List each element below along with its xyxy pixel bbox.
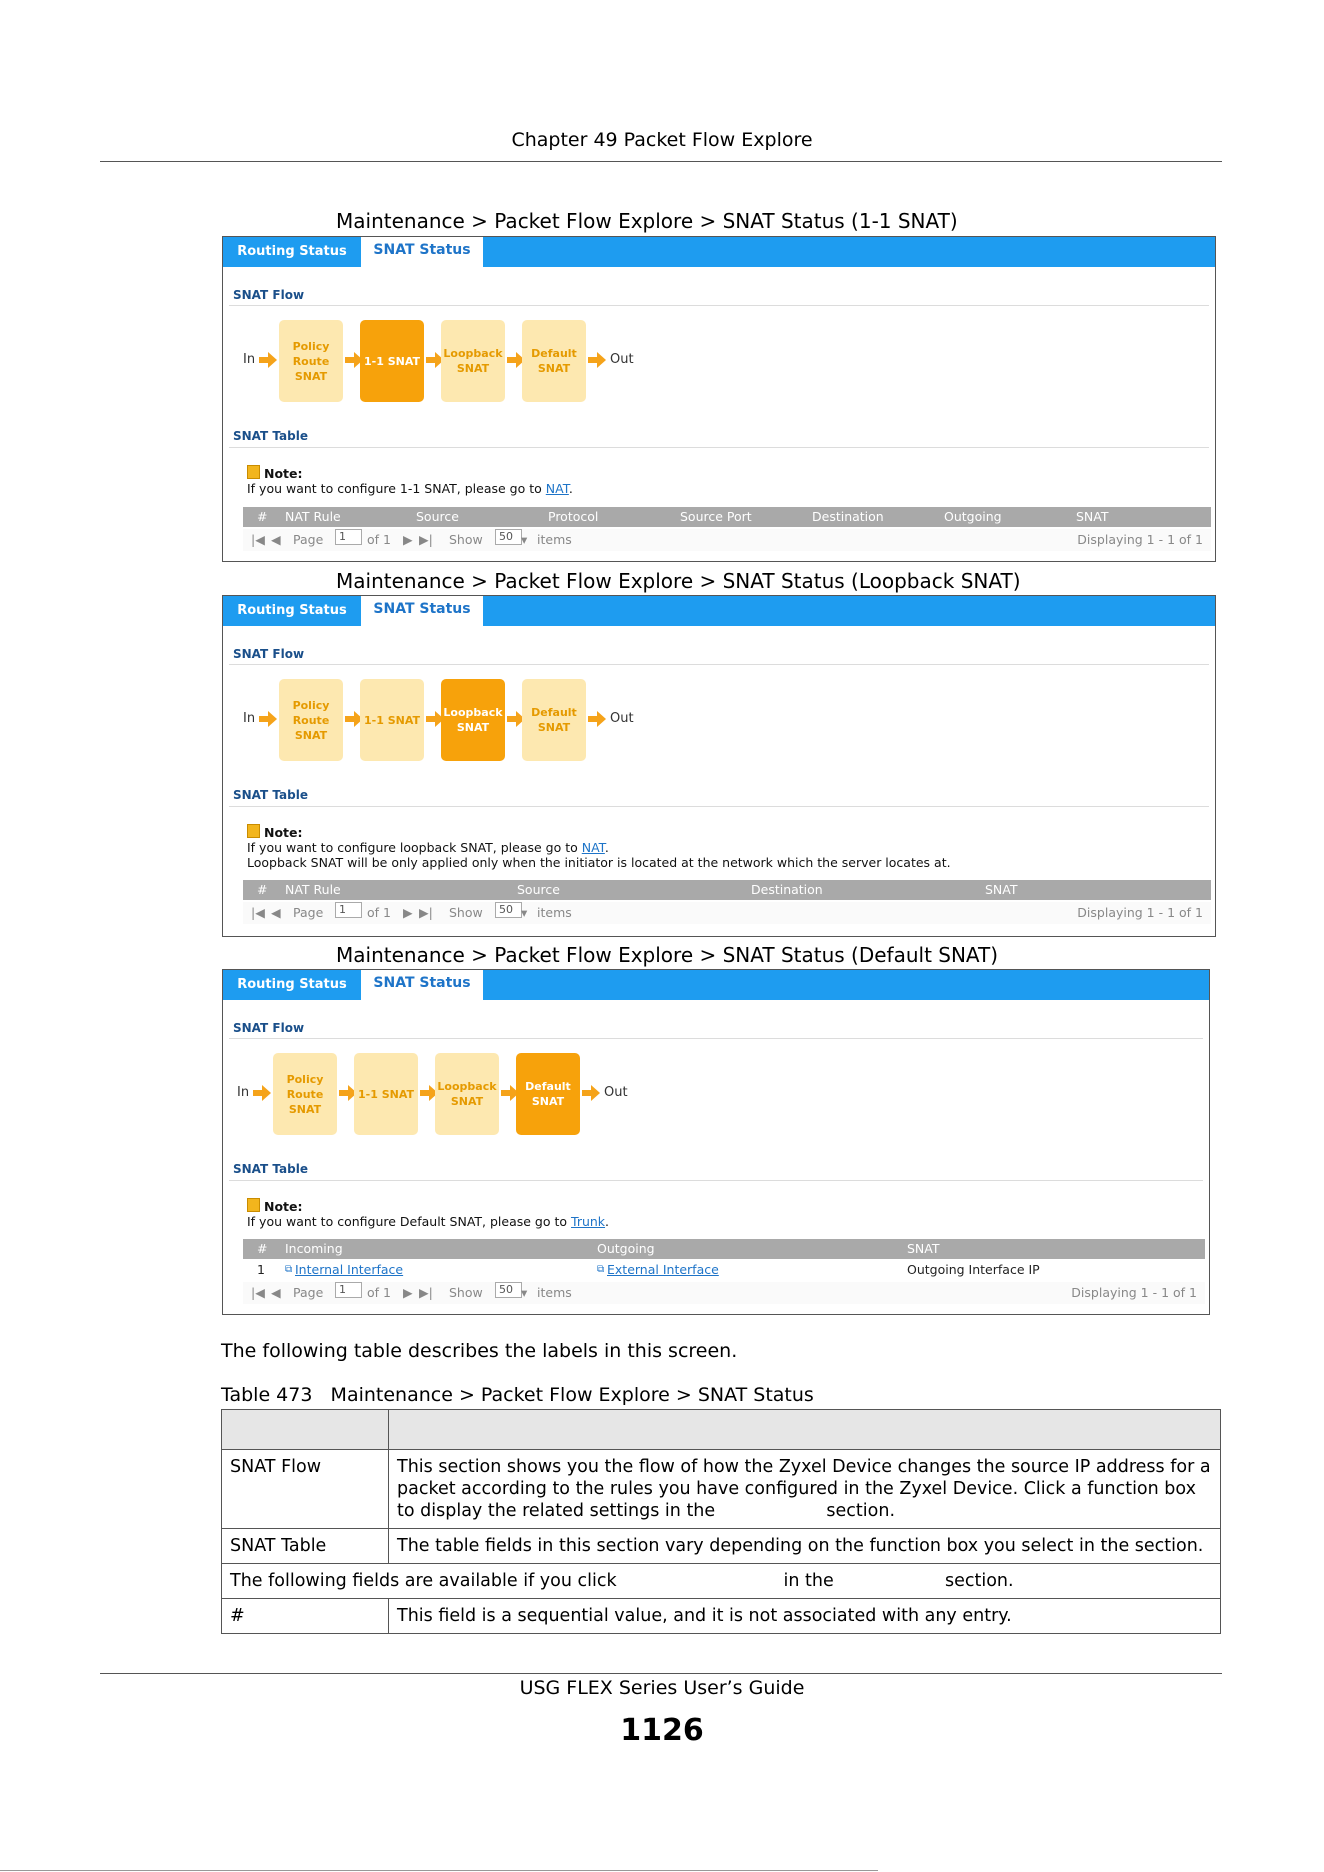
next-page-icon[interactable]: ▶ xyxy=(403,532,413,547)
intro-text: The following table describes the labels in this screen. xyxy=(221,1340,738,1362)
col-source-port[interactable]: Source Port xyxy=(680,509,752,524)
note-icon xyxy=(247,465,260,479)
flow-box-policy-route-snat[interactable]: Policy Route SNAT xyxy=(279,320,343,402)
table-row xyxy=(222,1450,1221,1529)
note-text-line2: Loopback SNAT will be only applied only when the initiator is located at the network which the server locates at. xyxy=(247,855,951,870)
flow-box-1to1-snat[interactable]: 1-1 SNAT xyxy=(354,1053,418,1135)
chevron-down-icon[interactable]: ▾ xyxy=(521,905,528,920)
page-label: Page xyxy=(293,1285,324,1300)
flow-arrow-icon xyxy=(588,352,606,368)
flow-box-loopback-snat[interactable]: Loopback SNAT xyxy=(441,320,505,402)
flow-out-label: Out xyxy=(604,1085,628,1100)
note-icon xyxy=(247,824,260,838)
table-row xyxy=(222,1529,1221,1564)
col-number[interactable]: # xyxy=(257,1241,268,1256)
figure-caption: Maintenance > Packet Flow Explore > SNAT Status (Default SNAT) xyxy=(336,943,999,967)
guide-title: USG FLEX Series User’s Guide xyxy=(519,1677,805,1699)
col-incoming[interactable]: Incoming xyxy=(285,1241,343,1256)
page-of-label: of 1 xyxy=(367,905,391,920)
row-description: The table fields in this section vary depending on the function box you select in the section. xyxy=(389,1529,1221,1564)
header-cell xyxy=(222,1410,389,1450)
note-period: . xyxy=(604,840,609,855)
interface-icon: ⧉ xyxy=(597,1264,605,1275)
flow-arrow-icon xyxy=(259,711,277,727)
col-nat-rule[interactable]: NAT Rule xyxy=(285,509,341,524)
page-size-select[interactable]: 50 xyxy=(495,529,522,545)
table-header xyxy=(243,507,1211,527)
table-header xyxy=(243,1239,1205,1259)
displaying-count: Displaying 1 - 1 of 1 xyxy=(1071,1285,1197,1300)
col-outgoing[interactable]: Outgoing xyxy=(597,1241,655,1256)
label-description-table xyxy=(221,1409,1221,1634)
row-label: # xyxy=(222,1599,389,1634)
next-page-icon[interactable]: ▶ xyxy=(403,1285,413,1300)
col-snat[interactable]: SNAT xyxy=(985,882,1018,897)
note-label: Note: xyxy=(264,825,303,840)
tab-snat-status[interactable]: SNAT Status xyxy=(361,596,483,628)
flow-box-policy-route-snat[interactable]: Policy Route SNAT xyxy=(279,679,343,761)
table-header xyxy=(243,880,1211,900)
table-caption: Table 473 Maintenance > Packet Flow Explore > SNAT Status xyxy=(221,1384,814,1406)
snat-table-title: SNAT Table xyxy=(233,429,308,443)
page-of-label: of 1 xyxy=(367,532,391,547)
nat-link[interactable]: NAT xyxy=(545,481,569,496)
tab-routing-status[interactable]: Routing Status xyxy=(237,603,347,618)
flow-arrow-icon xyxy=(582,1085,600,1101)
flow-box-loopback-snat[interactable]: Loopback SNAT xyxy=(435,1053,499,1135)
incoming-interface-link[interactable]: Internal Interface xyxy=(295,1262,404,1277)
section-divider xyxy=(229,1180,1203,1181)
last-page-icon[interactable]: ▶| xyxy=(419,532,433,547)
row-number: 1 xyxy=(257,1262,265,1277)
displaying-count: Displaying 1 - 1 of 1 xyxy=(1077,532,1203,547)
first-page-icon[interactable]: |◀ xyxy=(251,1285,265,1300)
flow-out-label: Out xyxy=(610,352,634,367)
col-number[interactable]: # xyxy=(257,509,268,524)
tab-bar xyxy=(223,237,1215,267)
snat-flow-title: SNAT Flow xyxy=(233,1021,305,1035)
page-input[interactable]: 1 xyxy=(335,902,362,918)
col-number[interactable]: # xyxy=(257,882,268,897)
section-divider xyxy=(229,447,1209,448)
section-divider xyxy=(229,1038,1203,1039)
first-page-icon[interactable]: |◀ xyxy=(251,905,265,920)
tab-snat-status[interactable]: SNAT Status xyxy=(361,237,483,269)
note-text: If you want to configure Default SNAT, please go to xyxy=(247,1214,572,1229)
flow-box-default-snat[interactable]: Default SNAT xyxy=(522,679,586,761)
footer-divider xyxy=(100,1673,1222,1674)
table-row xyxy=(222,1599,1221,1634)
tab-bar xyxy=(223,970,1209,1000)
snat-status-screen-1to1 xyxy=(222,236,1216,562)
page-label: Page xyxy=(293,532,324,547)
prev-page-icon[interactable]: ◀ xyxy=(271,905,281,920)
col-source[interactable]: Source xyxy=(416,509,459,524)
pager xyxy=(243,1282,1205,1304)
bottom-edge-line xyxy=(0,1870,878,1871)
page-input[interactable]: 1 xyxy=(335,529,362,545)
first-page-icon[interactable]: |◀ xyxy=(251,532,265,547)
prev-page-icon[interactable]: ◀ xyxy=(271,532,281,547)
header-divider xyxy=(100,161,1222,162)
note xyxy=(247,1198,609,1229)
row-full-width: The following fields are available if you click in the section. xyxy=(222,1564,1221,1599)
page-number: 1126 xyxy=(620,1713,704,1748)
flow-box-loopback-snat[interactable]: Loopback SNAT xyxy=(441,679,505,761)
prev-page-icon[interactable]: ◀ xyxy=(271,1285,281,1300)
note-label: Note: xyxy=(264,466,303,481)
note-period: . xyxy=(605,1214,610,1229)
flow-arrow-icon xyxy=(259,352,277,368)
outgoing-interface-link[interactable]: External Interface xyxy=(607,1262,719,1277)
flow-box-default-snat[interactable]: Default SNAT xyxy=(516,1053,580,1135)
tab-routing-status[interactable]: Routing Status xyxy=(237,977,347,992)
pager xyxy=(243,529,1211,551)
page-size-select[interactable]: 50 xyxy=(495,902,522,918)
col-snat[interactable]: SNAT xyxy=(1076,509,1109,524)
col-protocol[interactable]: Protocol xyxy=(548,509,599,524)
row-description: This section shows you the flow of how the Zyxel Device changes the source IP address for a packet according to the rules you have configured in the Zyxel Device. Click a function box to display the related settings in the section. xyxy=(389,1450,1221,1529)
section-divider xyxy=(229,305,1209,306)
flow-arrow-icon xyxy=(588,711,606,727)
page-of-label: of 1 xyxy=(367,1285,391,1300)
row-label: SNAT Table xyxy=(222,1529,389,1564)
flow-box-policy-route-snat[interactable]: Policy Route SNAT xyxy=(273,1053,337,1135)
items-label: items xyxy=(537,1285,572,1300)
note-text: If you want to configure 1-1 SNAT, please go to xyxy=(247,481,546,496)
tab-bar xyxy=(223,596,1215,626)
snat-flow-title: SNAT Flow xyxy=(233,288,305,302)
page-size-select[interactable]: 50 xyxy=(495,1282,522,1298)
chevron-down-icon[interactable]: ▾ xyxy=(521,532,528,547)
flow-box-1to1-snat[interactable]: 1-1 SNAT xyxy=(360,679,424,761)
col-snat[interactable]: SNAT xyxy=(907,1241,940,1256)
table-row[interactable] xyxy=(243,1260,1205,1280)
row-description: This field is a sequential value, and it is not associated with any entry. xyxy=(389,1599,1221,1634)
snat-status-screen-default xyxy=(222,969,1210,1315)
figure-caption: Maintenance > Packet Flow Explore > SNAT Status (1-1 SNAT) xyxy=(336,209,958,233)
section-divider xyxy=(229,664,1209,665)
interface-icon: ⧉ xyxy=(285,1264,293,1275)
flow-in-label: In xyxy=(243,711,256,726)
flow-arrow-icon xyxy=(253,1085,271,1101)
col-source[interactable]: Source xyxy=(517,882,560,897)
table-header-row xyxy=(222,1410,1221,1450)
flow-in-label: In xyxy=(237,1085,250,1100)
trunk-link[interactable]: Trunk xyxy=(571,1214,606,1229)
note xyxy=(247,824,951,870)
snat-value: Outgoing Interface IP xyxy=(907,1262,1040,1277)
flow-box-default-snat[interactable]: Default SNAT xyxy=(522,320,586,402)
chapter-title: Chapter 49 Packet Flow Explore xyxy=(511,129,813,151)
items-label: items xyxy=(537,905,572,920)
header-cell xyxy=(389,1410,1221,1450)
note-period: . xyxy=(568,481,573,496)
snat-table-title: SNAT Table xyxy=(233,1162,308,1176)
col-outgoing[interactable]: Outgoing xyxy=(944,509,1002,524)
col-nat-rule[interactable]: NAT Rule xyxy=(285,882,341,897)
col-destination[interactable]: Destination xyxy=(751,882,823,897)
flow-box-1to1-snat[interactable]: 1-1 SNAT xyxy=(360,320,424,402)
flow-out-label: Out xyxy=(610,711,634,726)
snat-flow-title: SNAT Flow xyxy=(233,647,305,661)
show-label: Show xyxy=(449,532,483,547)
displaying-count: Displaying 1 - 1 of 1 xyxy=(1077,905,1203,920)
show-label: Show xyxy=(449,905,483,920)
chevron-down-icon[interactable]: ▾ xyxy=(521,1285,528,1300)
figure-caption: Maintenance > Packet Flow Explore > SNAT Status (Loopback SNAT) xyxy=(336,569,1021,593)
note-icon xyxy=(247,1198,260,1212)
tab-routing-status[interactable]: Routing Status xyxy=(237,244,347,259)
note-text: If you want to configure loopback SNAT, please go to xyxy=(247,840,582,855)
items-label: items xyxy=(537,532,572,547)
last-page-icon[interactable]: ▶| xyxy=(419,1285,433,1300)
snat-status-screen-loopback xyxy=(222,595,1216,937)
note xyxy=(247,465,573,496)
col-destination[interactable]: Destination xyxy=(812,509,884,524)
next-page-icon[interactable]: ▶ xyxy=(403,905,413,920)
table-row xyxy=(222,1564,1221,1599)
row-label: SNAT Flow xyxy=(222,1450,389,1529)
tab-snat-status[interactable]: SNAT Status xyxy=(361,970,483,1002)
page-input[interactable]: 1 xyxy=(335,1282,362,1298)
snat-table-title: SNAT Table xyxy=(233,788,308,802)
show-label: Show xyxy=(449,1285,483,1300)
nat-link[interactable]: NAT xyxy=(581,840,605,855)
pager xyxy=(243,902,1211,924)
section-divider xyxy=(229,806,1209,807)
note-label: Note: xyxy=(264,1199,303,1214)
flow-in-label: In xyxy=(243,352,256,367)
page-label: Page xyxy=(293,905,324,920)
last-page-icon[interactable]: ▶| xyxy=(419,905,433,920)
